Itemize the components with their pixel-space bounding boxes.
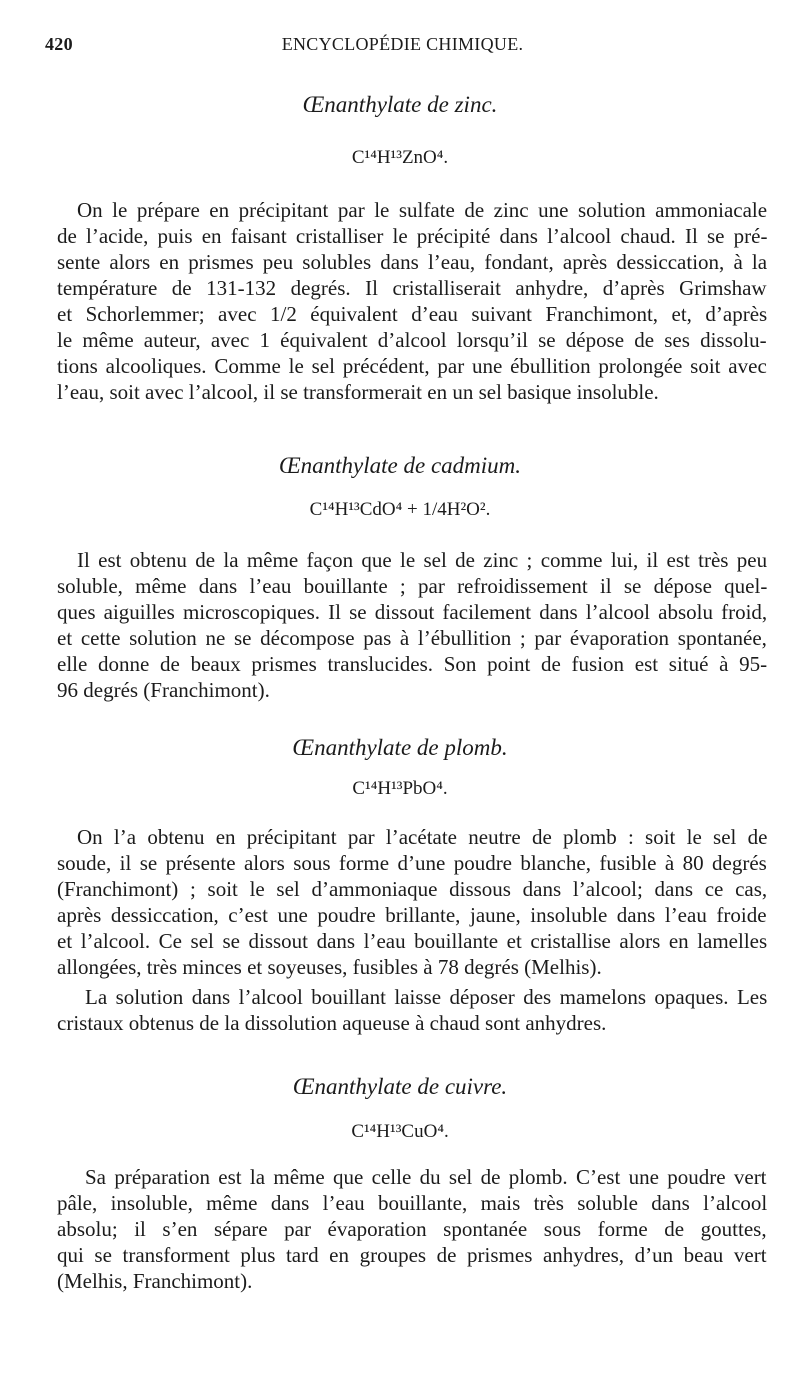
running-title: ENCYCLOPÉDIE CHIMIQUE. [281,34,524,54]
text-line: soluble, même dans l’eau bouillante ; par refroidissement il se dépose quel- [57,574,768,598]
formula-plomb: C¹⁴H¹³PbO⁴. [352,778,448,799]
text-line: On le prépare en précipitant par le sulfate de zinc une solution ammoniacale [77,198,768,222]
text-line: qui se transforment plus tard en groupes de prismes anhydres, d’un beau vert [57,1243,767,1267]
section-title-cuivre: Œnanthylate de cuivre. [292,1074,508,1099]
text-line: 96 degrés (Franchimont). [57,678,270,702]
section-title-zinc: Œnanthylate de zinc. [302,92,498,117]
text-line: (Franchimont) ; soit le sel d’ammoniaque dissous dans l’alcool; dans ce cas, [57,877,768,901]
text-line: On l’a obtenu en précipitant par l’acétate neutre de plomb : soit le sel de [77,825,768,849]
text-line: ques aiguilles microscopiques. Il se dissout facilement dans l’alcool absolu froid, [57,600,768,624]
text-line: (Melhis, Franchimont). [57,1269,253,1293]
text-line: et cette solution ne se décompose pas à l’ébullition ; par évaporation spontanée, [57,626,767,650]
text-line: absolu; il s’en sépare par évaporation spontanée sous forme de gouttes, [57,1217,767,1241]
text-line: pâle, insoluble, même dans l’eau bouillante, mais très soluble dans l’alcool [57,1191,768,1215]
text-line: elle donne de beaux prismes translucides. Son point de fusion est situé à 95- [57,652,768,676]
text-line: cristaux obtenus de la dissolution aqueuse à chaud sont anhydres. [57,1011,607,1035]
text-line: La solution dans l’alcool bouillant laisse déposer des mamelons opaques. Les [85,985,768,1009]
text-line: tions alcooliques. Comme le sel précédent, par une ébullition prolongée soit avec [57,354,767,378]
page-number: 420 [45,34,73,54]
text-line: température de 131-132 degrés. Il cristalliserait anhydre, d’après Grimshaw [57,276,767,300]
text-line: Il est obtenu de la même façon que le sel de zinc ; comme lui, il est très peu [77,548,768,572]
paragraph-plomb [57,824,767,980]
text-line: et Schorlemmer; avec 1/2 équivalent d’eau suivant Franchimont, et, d’après [57,302,768,326]
page-header [45,34,760,64]
section-title-cadmium: Œnanthylate de cadmium. [278,453,522,478]
paragraph-zinc [57,197,767,405]
text-line: et l’alcool. Ce sel se dissout dans l’eau bouillante et cristallise alors en lamelles [57,929,768,953]
formula-zinc: C¹⁴H¹³ZnO⁴. [351,147,449,168]
paragraph-plomb-2 [57,984,767,1036]
text-line: sente alors en prismes peu solubles dans l’eau, fondant, après dessiccation, à la [57,250,768,274]
text-line: soude, il se présente alors sous forme d’une poudre blanche, fusible à 80 degrés [57,851,767,875]
formula-cadmium: C¹⁴H¹³CdO⁴ + 1/4H²O². [309,499,491,520]
text-line: Sa préparation est la même que celle du sel de plomb. C’est une poudre vert [85,1165,767,1189]
text-line: de l’acide, puis en faisant cristalliser le précipité dans l’alcool chaud. Il se pré- [57,224,768,248]
paragraph-cuivre [57,1164,767,1294]
text-line: le même auteur, avec 1 équivalent d’alcool lorsqu’il se dépose de ses dissolu- [57,328,767,352]
text-line: l’eau, soit avec l’alcool, il se transformerait en un sel basique insoluble. [57,380,659,404]
formula-cuivre: C¹⁴H¹³CuO⁴. [351,1121,449,1142]
text-line: allongées, très minces et soyeuses, fusibles à 78 degrés (Melhis). [57,955,602,979]
paragraph-cadmium [57,547,767,703]
text-line: après dessiccation, c’est une poudre brillante, jaune, insoluble dans l’eau froide [57,903,767,927]
section-title-plomb: Œnanthylate de plomb. [292,735,508,760]
